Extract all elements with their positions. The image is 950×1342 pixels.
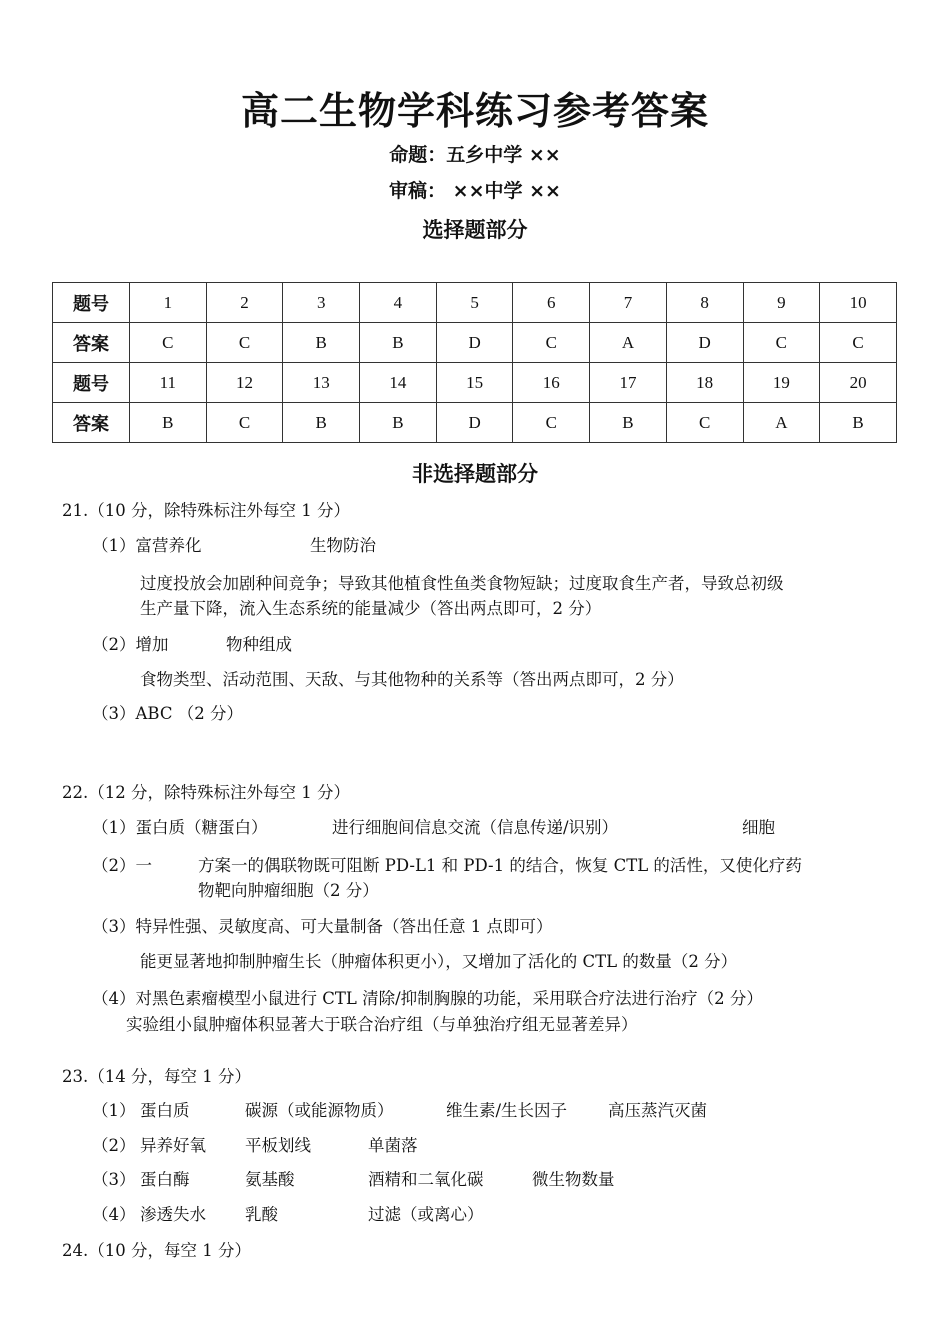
table-cell: 20 [820,363,897,403]
author-line: 命题：五乡中学 ×× [389,144,561,166]
table-row [53,403,897,443]
q23-answer: 渗透失水 [140,1205,206,1224]
table-row [53,283,897,323]
answer-table [52,282,897,443]
row-label-question: 题号 [53,363,130,403]
q23-answer: 碳源（或能源物质） [245,1101,394,1120]
table-cell: C [743,323,820,363]
q21-part3-answer: （3）ABC （2 分） [92,704,243,723]
q21-part1-answer-a: （1）富营养化 [92,536,202,555]
table-cell: 18 [666,363,743,403]
q23-heading: 23.（14 分，每空 1 分） [62,1067,251,1086]
q23-answer: 蛋白酶 [140,1170,190,1189]
q22-part4-answer-b: 实验组小鼠肿瘤体积显著大于联合治疗组（与单独治疗组无显著差异） [126,1015,638,1034]
q22-part1-answer-a: （1）蛋白质（糖蛋白） [92,818,268,837]
q23-answer: 过滤（或离心） [368,1205,484,1224]
q23-answer: 氨基酸 [245,1170,295,1189]
q23-answer: 微生物数量 [532,1170,615,1189]
table-cell: B [283,403,360,443]
section-nonchoice-heading: 非选择题部分 [412,462,538,486]
q21-part2-answer-a: （2）增加 [92,635,169,654]
q22-part2-answer-a: （2）一 [92,856,152,875]
table-cell: 14 [360,363,437,403]
q23-row-number: （2） [92,1136,136,1155]
q23-answer: 维生素/生长因子 [446,1101,568,1120]
table-cell: C [206,403,283,443]
q23-answer: 高压蒸汽灭菌 [608,1101,707,1120]
table-cell: 8 [666,283,743,323]
table-cell: 7 [590,283,667,323]
q21-heading: 21.（10 分，除特殊标注外每空 1 分） [62,501,350,520]
q22-part3-answer-b: 能更显著地抑制肿瘤生长（肿瘤体积更小），又增加了活化的 CTL 的数量（2 分） [140,952,738,971]
table-row [53,363,897,403]
q23-answer: 乳酸 [245,1205,278,1224]
table-cell: B [130,403,207,443]
table-cell: 13 [283,363,360,403]
table-cell: B [360,403,437,443]
q22-part1-answer-b: 进行细胞间信息交流（信息传递/识别） [332,818,619,837]
table-cell: 6 [513,283,590,323]
table-cell: 11 [130,363,207,403]
q22-part3-answer-a: （3）特异性强、灵敏度高、可大量制备（答出任意 1 点即可） [92,917,553,936]
table-cell: 4 [360,283,437,323]
q24-heading: 24.（10 分，每空 1 分） [62,1241,251,1260]
row-label-answer: 答案 [53,403,130,443]
table-cell: 12 [206,363,283,403]
table-cell: B [590,403,667,443]
q21-part1-answer-d: 生产量下降，流入生态系统的能量减少（答出两点即可，2 分） [140,599,602,618]
q22-heading: 22.（12 分，除特殊标注外每空 1 分） [62,783,350,802]
row-label-question: 题号 [53,283,130,323]
q22-part2-answer-b: 方案一的偶联物既可阻断 PD-L1 和 PD-1 的结合，恢复 CTL 的活性，又使化疗药 [198,856,802,875]
q22-part4-answer-a: （4）对黑色素瘤模型小鼠进行 CTL 清除/抑制胸腺的功能，采用联合疗法进行治疗（2 分） [92,989,763,1008]
q22-part1-answer-c: 细胞 [742,818,775,837]
table-cell: 17 [590,363,667,403]
q23-answer: 平板划线 [245,1136,311,1155]
q23-answer: 异养好氧 [140,1136,206,1155]
table-cell: 19 [743,363,820,403]
table-cell: B [360,323,437,363]
table-cell: C [513,403,590,443]
table-cell: D [666,323,743,363]
table-cell: C [206,323,283,363]
table-cell: B [283,323,360,363]
q23-row-number: （4） [92,1205,136,1224]
q23-answer: 酒精和二氧化碳 [368,1170,484,1189]
table-cell: C [130,323,207,363]
q23-row-number: （1） [92,1101,136,1120]
reviewer-line: 审稿： ××中学 ×× [389,180,561,202]
table-cell: C [513,323,590,363]
q21-part1-answer-b: 生物防治 [310,536,376,555]
table-cell: D [436,403,513,443]
table-cell: 2 [206,283,283,323]
q21-part2-answer-c: 食物类型、活动范围、天敌、与其他物种的关系等（答出两点即可，2 分） [140,670,684,689]
table-cell: A [590,323,667,363]
row-label-answer: 答案 [53,323,130,363]
table-cell: 15 [436,363,513,403]
table-cell: B [820,403,897,443]
table-cell: 9 [743,283,820,323]
page-title: 高二生物学科练习参考答案 [240,89,709,133]
q22-part2-answer-c: 物靶向肿瘤细胞（2 分） [198,881,379,900]
table-cell: 16 [513,363,590,403]
q23-answer: 蛋白质 [140,1101,190,1120]
table-cell: 3 [283,283,360,323]
table-row [53,323,897,363]
table-cell: 10 [820,283,897,323]
q21-part1-answer-c: 过度投放会加剧种间竞争；导致其他植食性鱼类食物短缺；过度取食生产者，导致总初级 [140,574,784,593]
section-choice-heading: 选择题部分 [422,218,528,242]
table-cell: 1 [130,283,207,323]
table-cell: 5 [436,283,513,323]
table-cell: C [820,323,897,363]
table-cell: C [666,403,743,443]
table-cell: A [743,403,820,443]
q23-row-number: （3） [92,1170,136,1189]
q21-part2-answer-b: 物种组成 [226,635,292,654]
table-cell: D [436,323,513,363]
q23-answer: 单菌落 [368,1136,418,1155]
